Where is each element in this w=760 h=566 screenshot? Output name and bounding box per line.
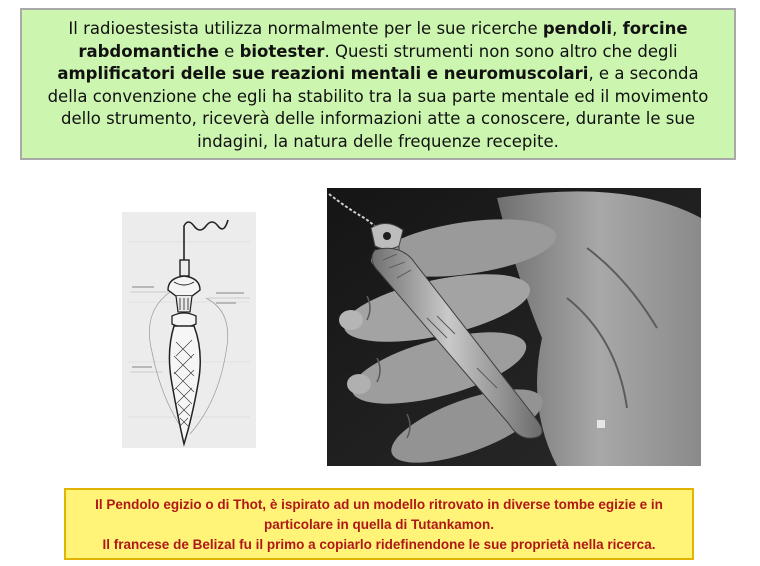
intro-bold-amplificatori: amplificatori delle sue reazioni mentali e neuromuscolari: [57, 64, 589, 83]
intro-text: . Questi strumenti non sono altro che degli: [324, 41, 678, 61]
pendulum-drawing: [122, 212, 256, 448]
intro-bold-forcine: forcine rabdomantiche: [78, 19, 688, 61]
intro-text: ,: [612, 19, 623, 38]
pendulum-sketch-image: [122, 212, 256, 448]
egyptian-pendulum-photo: [327, 188, 701, 466]
intro-text: Il radioestesista utilizza normalmente per le sue ricerche: [68, 19, 543, 38]
caption-line-1: Il Pendolo egizio o di Thot, è ispirato ad un modello ritrovato in diverse tombe egizie e in particolare in quella di Tutankamon.: [95, 497, 663, 532]
caption-line-2: Il francese de Belizal fu il primo a copiarlo ridefinendone le sue proprietà nella ricerca.: [102, 537, 656, 552]
intro-text: e: [218, 41, 240, 61]
intro-bold-biotester: biotester: [239, 41, 325, 61]
pendulum-in-hand-image: [327, 188, 701, 466]
caption-box: [64, 488, 694, 560]
intro-text: , e a seconda della convenzione che egli ha stabilito tra la sua parte mentale ed il movimento dello strumento, riceverà delle informazioni atte a conoscere, durante le sue indagini, la natura delle frequenze recepite.: [47, 64, 709, 151]
intro-bold-pendoli: pendoli: [542, 19, 613, 38]
intro-text-box: [20, 8, 736, 160]
